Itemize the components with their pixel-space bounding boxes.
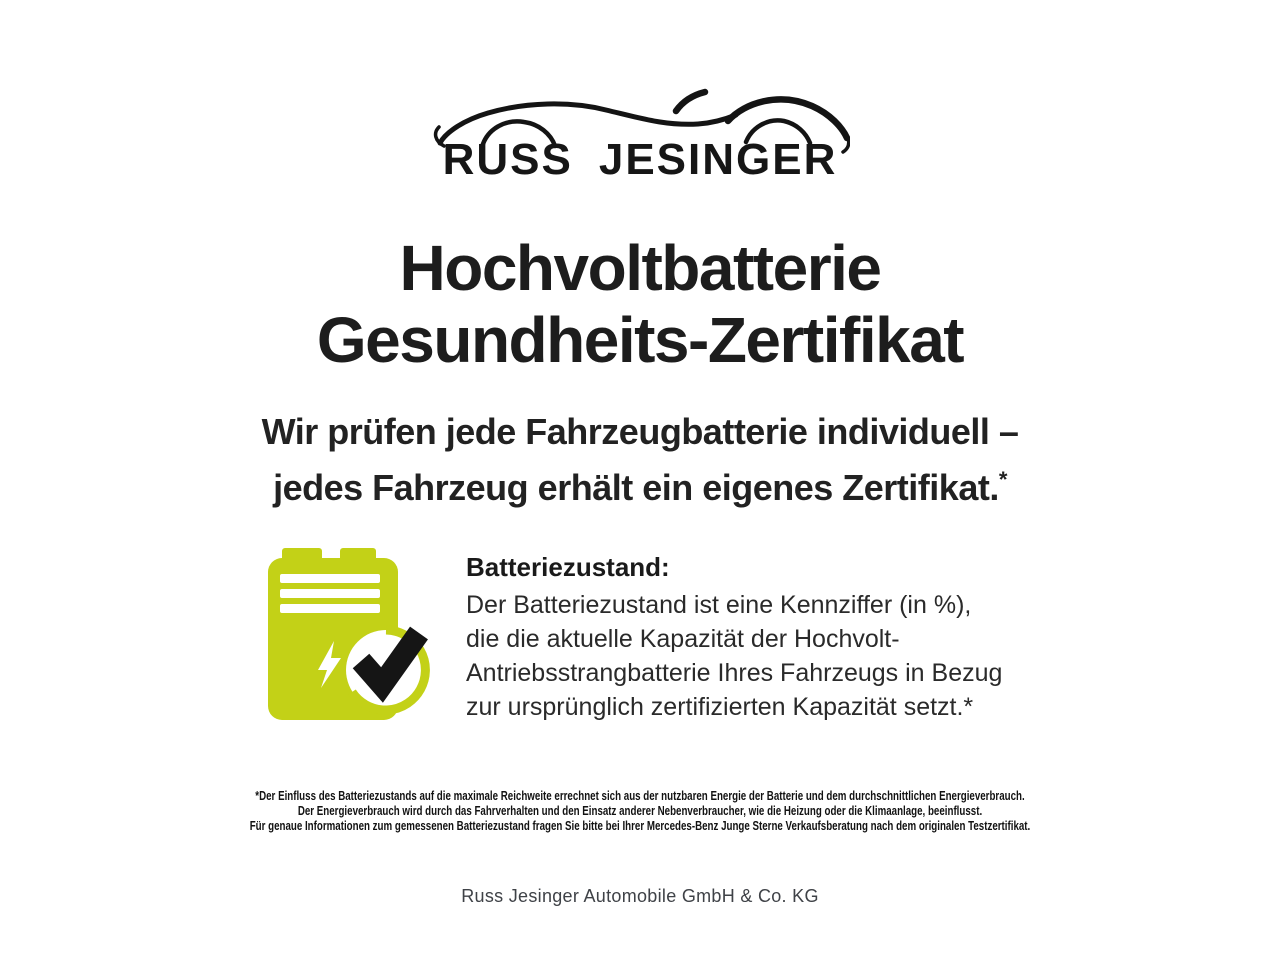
fine-print <box>141 789 1139 834</box>
battery-state-title: Batteriezustand: <box>466 552 670 582</box>
battery-state-line: Antriebsstrangbatterie Ihres Fahrzeugs in Bezug <box>466 659 1003 687</box>
subtitle-line1: Wir prüfen jede Fahrzeugbatterie individuell – <box>261 411 1019 452</box>
page-title-line1: Hochvoltbatterie <box>399 232 881 304</box>
brand-name-right: JESINGER <box>598 135 838 184</box>
fine-print-line3: Für genaue Informationen zum gemessenen Batteriezustand fragen Sie bitte bei Ihrer Mercedes-Benz Junge Sterne Verkaufsberatung nach dem originalen Testzertifikat. <box>249 819 1031 833</box>
subtitle-line2: jedes Fahrzeug erhält ein eigenes Zertifikat.* <box>273 467 1007 508</box>
battery-state-line: Der Batteriezustand ist eine Kennziffer (in %), <box>466 591 972 619</box>
fine-print-line1: *Der Einfluss des Batteriezustands auf die maximale Reichweite errechnet sich aus der nutzbaren Energie der Batterie und dem durchschnittlichen Energieverbrauch. <box>255 789 1025 803</box>
brand-name-left: RUSS <box>442 135 573 184</box>
battery-state-line: zur ursprünglich zertifizierten Kapazität setzt.* <box>466 693 974 721</box>
footnote-marker: * <box>998 467 1007 492</box>
battery-state-copy <box>466 548 1002 724</box>
company-footer: Russ Jesinger Automobile GmbH & Co. KG <box>461 886 819 906</box>
fine-print-line2: Der Energieverbrauch wird durch das Fahrverhalten und den Einsatz anderer Nebenverbraucher, wie die Heizung oder die Klimaanlage, beeinflusst. <box>297 804 983 818</box>
battery-state-section <box>260 548 1020 731</box>
brand-name <box>442 135 838 184</box>
page-title <box>317 232 963 376</box>
battery-state-line: die die aktuelle Kapazität der Hochvolt- <box>466 625 900 653</box>
battery-check-icon <box>260 548 432 731</box>
subtitle <box>262 408 1019 512</box>
page-title-line2: Gesundheits-Zertifikat <box>316 304 964 376</box>
brand-logo <box>430 86 850 182</box>
